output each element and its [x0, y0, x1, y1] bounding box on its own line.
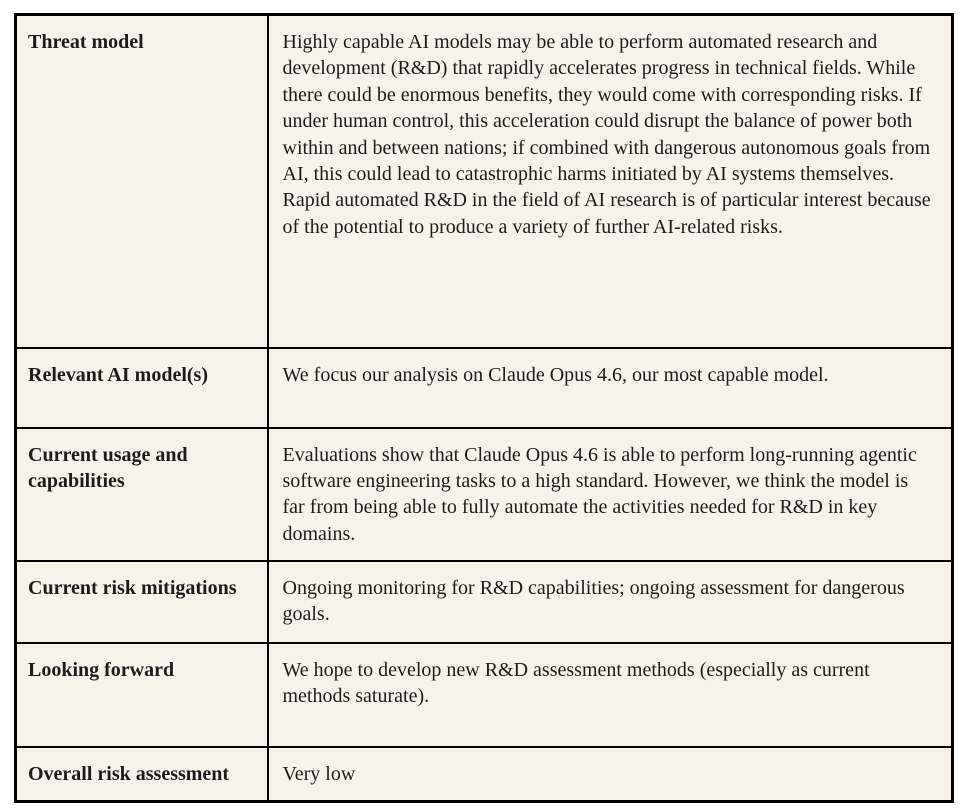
- row-label-relevant-models: Relevant AI model(s): [16, 348, 268, 428]
- row-label-looking-forward: Looking forward: [16, 643, 268, 747]
- table-row-overall-risk: [16, 747, 953, 802]
- risk-summary-table: [14, 13, 954, 803]
- table-row-current-usage: [16, 428, 953, 562]
- row-content-looking-forward: We hope to develop new R&D assessment methods (especially as current methods saturate).: [268, 643, 953, 747]
- table-row-threat-model: [16, 15, 953, 348]
- row-content-current-usage: Evaluations show that Claude Opus 4.6 is able to perform long-running agentic software engineering tasks to a high standard. However, we think the model is far from being able to fully automate the activities needed for R&D in key domains.: [268, 428, 953, 562]
- table-row-risk-mitigations: [16, 561, 953, 643]
- row-label-risk-mitigations: Current risk mitigations: [16, 561, 268, 643]
- row-content-threat-model: Highly capable AI models may be able to perform automated research and development (R&D) that rapidly accelerates progress in technical fields. While there could be enormous benefits, they would come with corresponding risks. If under human control, this acceleration could disrupt the balance of power both within and between nations; if combined with dangerous autonomous goals from AI, this could lead to catastrophic harms initiated by AI systems themselves. Rapid automated R&D in the field of AI research is of particular interest because of the potential to produce a variety of further AI-related risks.: [268, 15, 953, 348]
- row-content-relevant-models: We focus our analysis on Claude Opus 4.6, our most capable model.: [268, 348, 953, 428]
- row-label-threat-model: Threat model: [16, 15, 268, 348]
- row-label-overall-risk: Overall risk assessment: [16, 747, 268, 802]
- table-row-looking-forward: [16, 643, 953, 747]
- row-label-current-usage: Current usage and capabilities: [16, 428, 268, 562]
- row-content-overall-risk: Very low: [268, 747, 953, 802]
- row-content-risk-mitigations: Ongoing monitoring for R&D capabilities; ongoing assessment for dangerous goals.: [268, 561, 953, 643]
- table-row-relevant-models: [16, 348, 953, 428]
